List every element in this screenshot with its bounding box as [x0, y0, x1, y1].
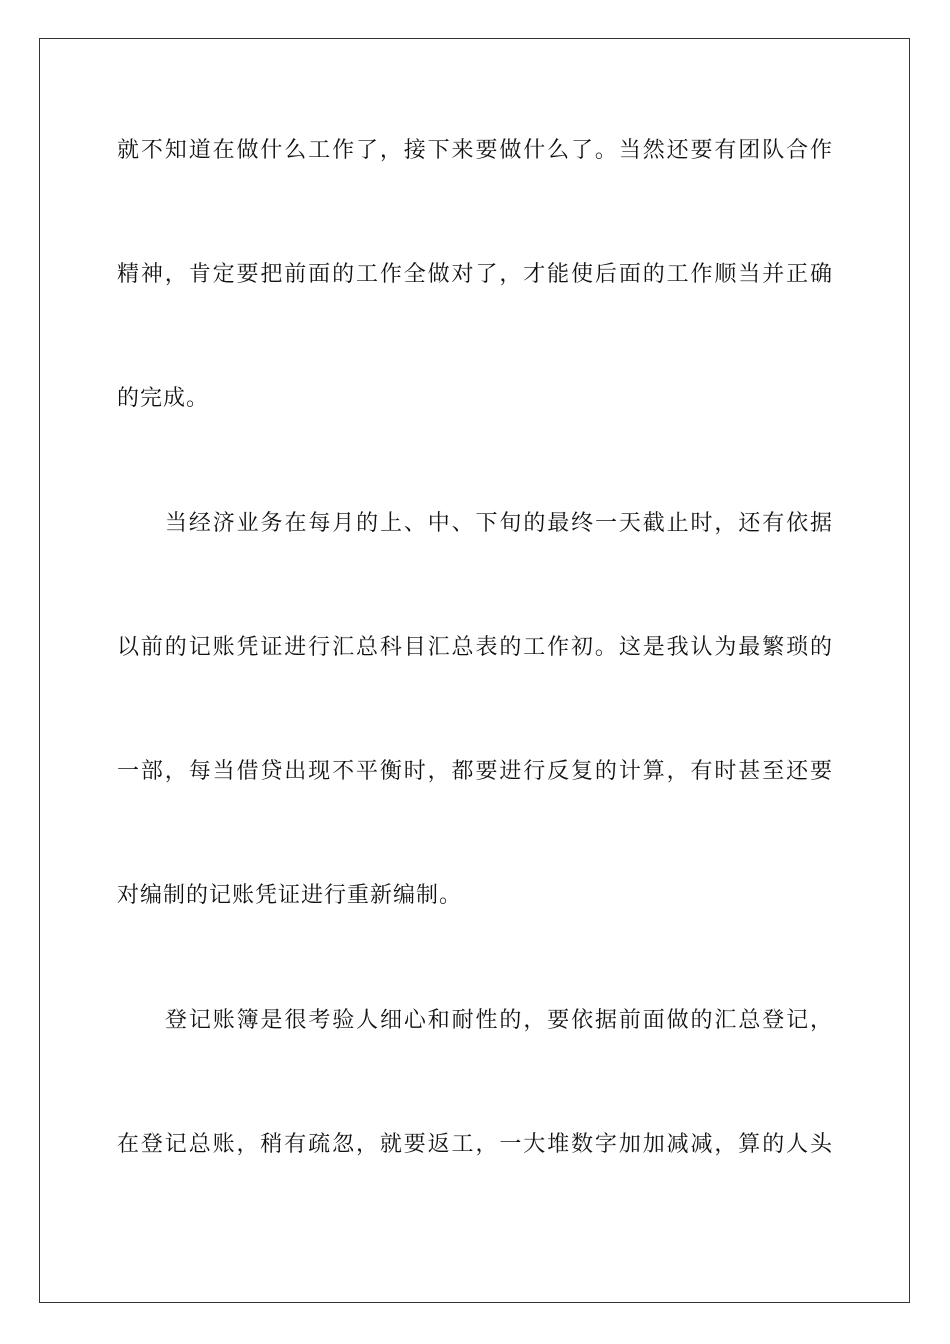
- body-text-line-1: 就不知道在做什么工作了，接下来要做什么了。当然还要有团队合作: [117, 138, 833, 163]
- body-text-line-9: 在登记总账，稍有疏忽，就要返工，一大堆数字加加减减，算的人头: [117, 1132, 833, 1157]
- body-text-line-6: 一部，每当借贷出现不平衡时，都要进行反复的计算，有时甚至还要: [117, 759, 833, 784]
- body-text-line-3: 的完成。: [117, 386, 210, 411]
- page-border: [39, 38, 910, 1303]
- body-text-line-8: 登记账簿是很考验人细心和耐性的，要依据前面做的汇总登记，: [165, 1008, 833, 1033]
- body-text-line-7: 对编制的记账凭证进行重新编制。: [117, 883, 463, 908]
- body-text-line-5: 以前的记账凭证进行汇总科目汇总表的工作初。这是我认为最繁琐的: [117, 635, 833, 660]
- body-text-line-2: 精神，肯定要把前面的工作全做对了，才能使后面的工作顺当并正确: [117, 262, 833, 287]
- body-text-line-4: 当经济业务在每月的上、中、下旬的最终一天截止时，还有依据: [165, 511, 833, 536]
